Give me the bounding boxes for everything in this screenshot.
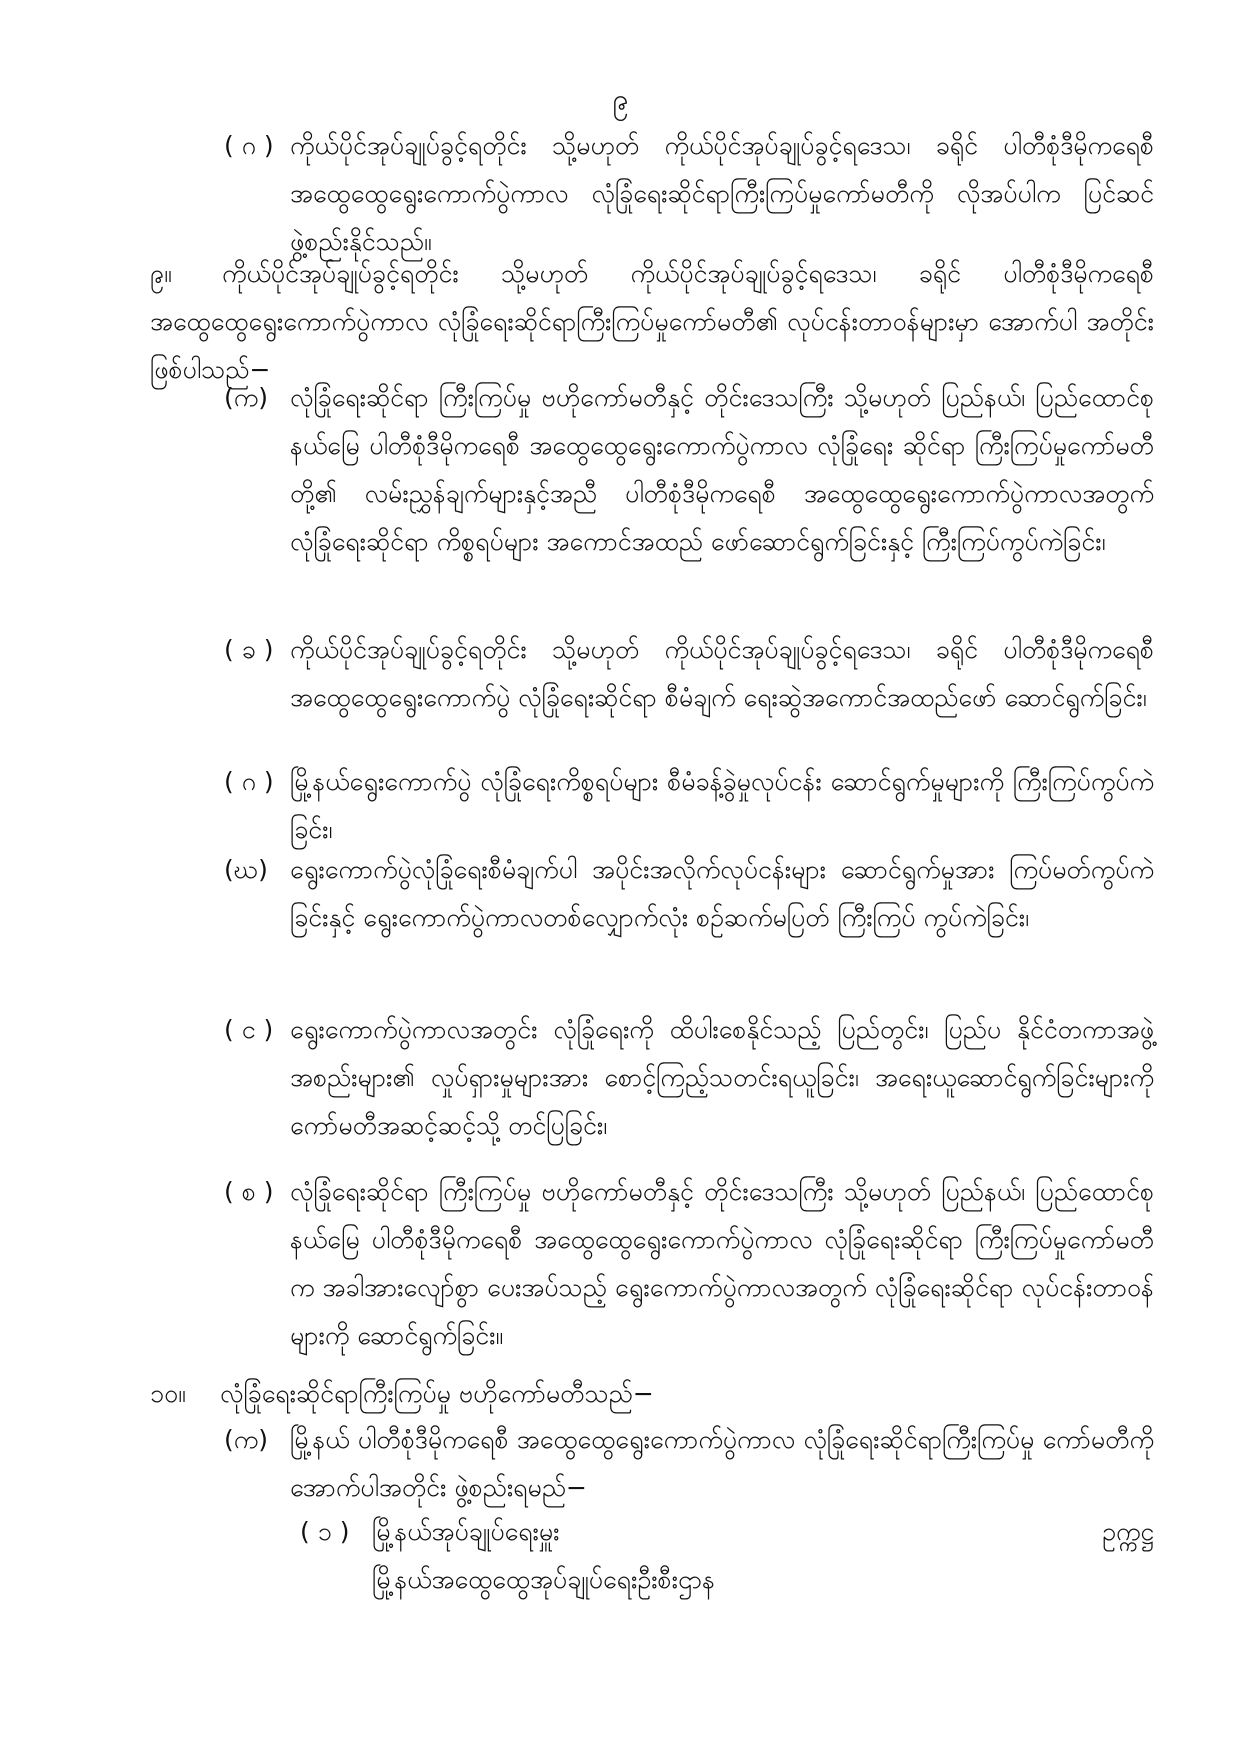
- member-department: မြို့နယ်အထွေထွေအုပ်ချုပ်ရေးဦးစီးဌာန: [372, 1565, 716, 1594]
- list-item: [224, 122, 1154, 266]
- list-item: [224, 1168, 1154, 1360]
- item-text: လုံခြုံရေးဆိုင်ရာ ကြီးကြပ်မှု ဗဟိုကော်မတီနှင့် တိုင်းဒေသကြီး သို့မဟုတ် ပြည်နယ်၊ ပြည်ထောင်စုနယ်မြေ ပါတီစုံဒီမိုကရေစီ အထွေထွေရွေးကောက်ပွဲကာလ လုံခြုံရေးဆိုင်ရာ ကြီးကြပ်မှုကော်မတီက အခါအားလျော်စွာ ပေးအပ်သည့် ရွေးကောက်ပွဲကာလအတွက် လုံခြုံရေးဆိုင်ရာ လုပ်ငန်းတာဝန်များကို ဆောင်ရွက်ခြင်း။: [290, 1177, 1154, 1350]
- member-label: ( ၁ ): [300, 1517, 350, 1546]
- item-text: မြို့နယ်ရွေးကောက်ပွဲ လုံခြုံရေးကိစ္စရပ်များ စီမံခန့်ခွဲမှုလုပ်ငန်း ဆောင်ရွက်မှုများကို ကြီးကြပ်ကွပ်ကဲခြင်း၊: [290, 767, 1154, 844]
- item-label: ( ဂ ): [224, 767, 274, 796]
- list-item: [224, 758, 1154, 854]
- section-9: [150, 250, 1154, 394]
- list-item: [224, 374, 1154, 566]
- item-text: ရွေးကောက်ပွဲလုံခြုံရေးစီမံချက်ပါ အပိုင်းအလိုက်လုပ်ငန်းများ ဆောင်ရွက်မှုအား ကြပ်မတ်ကွပ်ကဲခြင်းနှင့် ရွေးကောက်ပွဲကာလတစ်လျှောက်လုံး စဉ်ဆက်မပြတ် ကြီးကြပ် ကွပ်ကဲခြင်း၊: [290, 855, 1154, 932]
- member-title: ဥက္ကဋ္ဌ: [1102, 1517, 1154, 1546]
- item-label: ( ခ ): [224, 635, 274, 664]
- item-text: လုံခြုံရေးဆိုင်ရာ ကြီးကြပ်မှု ဗဟိုကော်မတီနှင့် တိုင်းဒေသကြီး သို့မဟုတ် ပြည်နယ်၊ ပြည်ထောင်စုနယ်မြေ ပါတီစုံဒီမိုကရေစီ အထွေထွေရွေးကောက်ပွဲကာလ လုံခြုံရေး ဆိုင်ရာ ကြီးကြပ်မှုကော်မတီတို့၏ လမ်းညွှန်ချက်များနှင့်အညီ ပါတီစုံဒီမိုကရေစီ အထွေထွေရွေးကောက်ပွဲကာလအတွက် လုံခြုံရေးဆိုင်ရာ ကိစ္စရပ်များ အကောင်အထည် ဖော်ဆောင်ရွက်ခြင်းနှင့် ကြီးကြပ်ကွပ်ကဲခြင်း၊: [290, 383, 1154, 556]
- item-label: (က): [224, 1425, 268, 1454]
- item-text: ကိုယ်ပိုင်အုပ်ချုပ်ခွင့်ရတိုင်း သို့မဟုတ် ကိုယ်ပိုင်အုပ်ချုပ်ခွင့်ရဒေသ၊ ခရိုင် ပါတီစုံဒီမိုကရေစီ အထွေထွေရွေးကောက်ပွဲကာလ လုံခြုံရေးဆိုင်ရာကြီးကြပ်မှုကော်မတီကို လိုအပ်ပါက ပြင်ဆင် ဖွဲ့စည်းနိုင်သည်။: [290, 131, 1154, 256]
- item-text: မြို့နယ် ပါတီစုံဒီမိုကရေစီ အထွေထွေရွေးကောက်ပွဲကာလ လုံခြုံရေးဆိုင်ရာကြီးကြပ်မှု ကော်မတီကို အောက်ပါအတိုင်း ဖွဲ့စည်းရမည်−: [290, 1425, 1154, 1502]
- committee-member-row: [300, 1508, 1154, 1604]
- page-number: ၉: [612, 83, 629, 116]
- item-text: ကိုယ်ပိုင်အုပ်ချုပ်ခွင့်ရတိုင်း သို့မဟုတ် ကိုယ်ပိုင်အုပ်ချုပ်ခွင့်ရဒေသ၊ ခရိုင် ပါတီစုံဒီမိုကရေစီ အထွေထွေရွေးကောက်ပွဲ လုံခြုံရေးဆိုင်ရာ စီမံချက် ရေးဆွဲအကောင်အထည်ဖော် ဆောင်ရွက်ခြင်း၊: [290, 635, 1154, 712]
- item-label: (ဃ): [224, 855, 268, 884]
- item-text: ရွေးကောက်ပွဲကာလအတွင်း လုံခြုံရေးကို ထိပါးစေနိုင်သည့် ပြည်တွင်း၊ ပြည်ပ နိုင်ငံတကာအဖွဲ့အစည်းများ၏ လှုပ်ရှားမှုများအား စောင့်ကြည့်သတင်းရယူခြင်း၊ အရေးယူဆောင်ရွက်ခြင်းများကို ကော်မတီအဆင့်ဆင့်သို့ တင်ပြခြင်း၊: [290, 1015, 1154, 1140]
- section-intro: လုံခြုံရေးဆိုင်ရာကြီးကြပ်မှု ဗဟိုကော်မတီသည်−: [220, 1379, 654, 1408]
- section-number: ၉။: [150, 259, 172, 288]
- item-label: (က): [224, 383, 268, 412]
- list-item: [224, 1416, 1154, 1512]
- section-10: [150, 1370, 1154, 1418]
- section-intro: ကိုယ်ပိုင်အုပ်ချုပ်ခွင့်ရတိုင်း သို့မဟုတ် ကိုယ်ပိုင်အုပ်ချုပ်ခွင့်ရဒေသ၊ ခရိုင် ပါတီစုံဒီမိုကရေစီ အထွေထွေရွေးကောက်ပွဲကာလ လုံခြုံရေးဆိုင်ရာကြီးကြပ်မှုကော်မတီ၏ လုပ်ငန်းတာဝန်များမှာ အောက်ပါ အတိုင်း ဖြစ်ပါသည်−: [150, 259, 1154, 384]
- list-item: [224, 1006, 1154, 1150]
- item-label: ( စ ): [224, 1177, 274, 1206]
- list-item: [224, 626, 1154, 722]
- member-role: မြို့နယ်အုပ်ချုပ်ရေးမှူး: [372, 1517, 560, 1546]
- item-label: ( င ): [224, 1015, 274, 1044]
- item-label: ( ဂ ): [224, 131, 274, 160]
- section-number: ၁၀။: [150, 1379, 186, 1408]
- list-item: [224, 846, 1154, 942]
